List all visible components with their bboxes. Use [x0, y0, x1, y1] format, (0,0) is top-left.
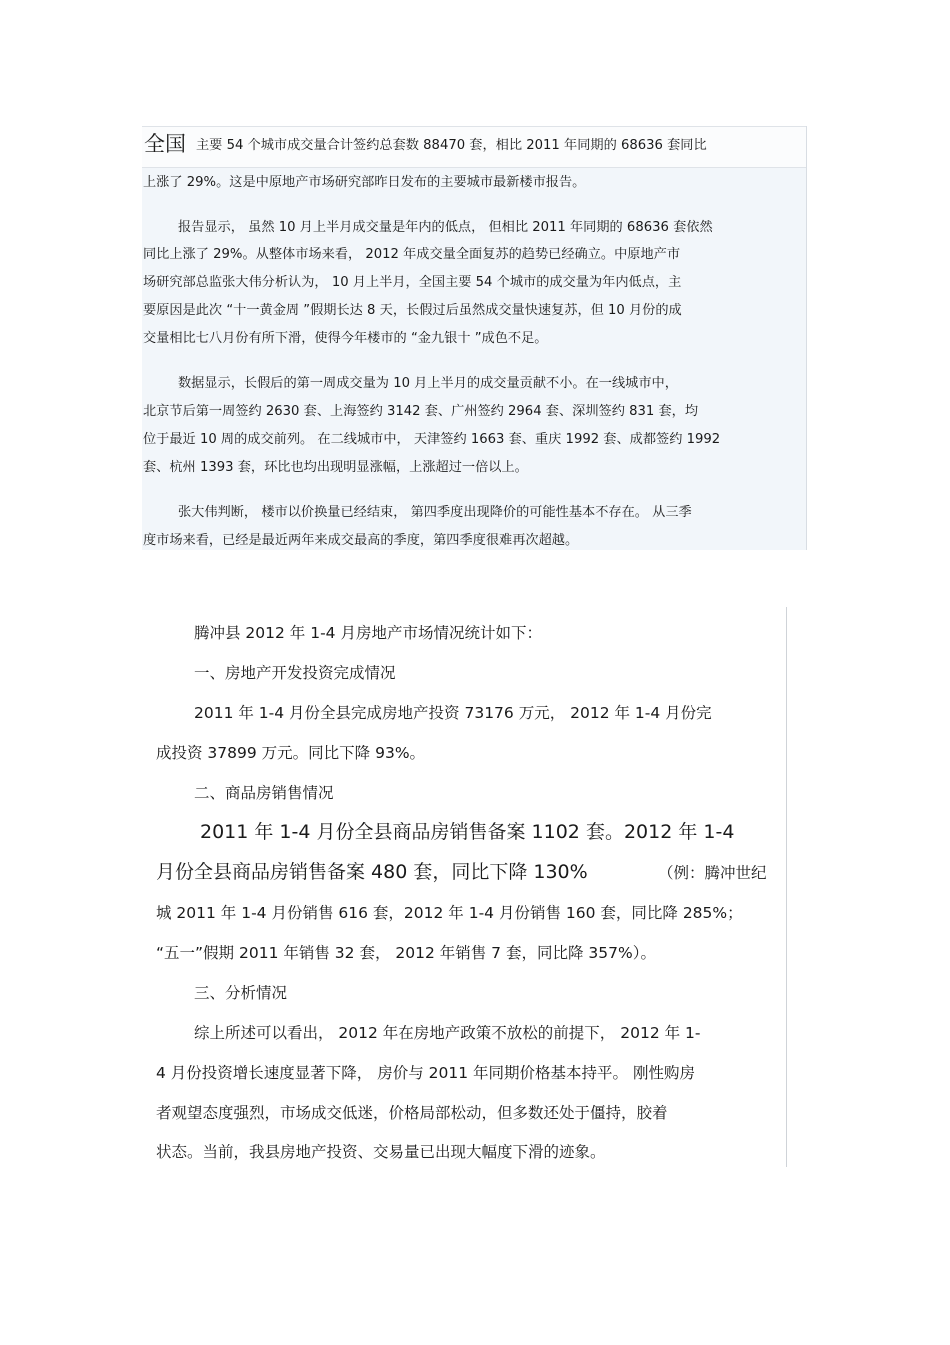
- report-line: 成投资 37899 万元。同比下降 93%。: [156, 744, 426, 762]
- article1-line: 交量相比七八月份有所下滑，使得今年楼市的 “金九银十 ”成色不足。: [143, 331, 548, 346]
- section-heading: 一、房地产开发投资完成情况: [194, 664, 396, 682]
- report-line: 4 月份投资增长速度显著下降， 房价与 2011 年同期价格基本持平。 刚性购房: [156, 1064, 695, 1082]
- article1-line: 报告显示， 虽然 10 月上半月成交量是年内的低点， 但相比 2011 年同期的 68636 套依然: [178, 220, 713, 235]
- article1-line: 主要 54 个城市成交量合计签约总套数 88470 套，相比 2011 年同期的 68636 套同比: [196, 138, 707, 153]
- report-line: （例：腾冲世纪: [658, 864, 767, 882]
- article1-line: 上涨了 29%。这是中原地产市场研究部昨日发布的主要城市最新楼市报告。: [143, 175, 586, 190]
- article1-line: 北京节后第一周签约 2630 套、上海签约 3142 套、广州签约 2964 套、深圳签约 831 套，均: [143, 404, 699, 419]
- article1-line: 数据显示，长假后的第一周成交量为 10 月上半月的成交量贡献不小。在一线城市中，: [178, 376, 678, 391]
- article1-line: 位于最近 10 周的成交前列。 在二线城市中， 天津签约 1663 套、重庆 1992 套、成都签约 1992: [143, 432, 721, 447]
- report-line: 2011 年 1-4 月份全县商品房销售备案 1102 套。2012 年 1-4: [200, 821, 735, 843]
- section-heading: 二、商品房销售情况: [194, 784, 334, 802]
- report-line: “五一”假期 2011 年销售 32 套， 2012 年销售 7 套，同比降 357%）。: [156, 944, 656, 962]
- section-heading: 三、分析情况: [194, 984, 288, 1002]
- article1-line: 度市场来看，已经是最近两年来成交最高的季度，第四季度很难再次超越。: [143, 533, 579, 548]
- article1-line: 场研究部总监张大伟分析认为， 10 月上半月，全国主要 54 个城市的成交量为年内低点，主: [143, 275, 682, 290]
- report-line: 腾冲县 2012 年 1-4 月房地产市场情况统计如下：: [194, 624, 542, 642]
- report-line: 者观望态度强烈，市场成交低迷，价格局部松动，但多数还处于僵持，胶着: [156, 1104, 668, 1122]
- article1-line: 同比上涨了 29%。从整体市场来看， 2012 年成交量全面复苏的趋势已经确立。中原地产市: [143, 247, 681, 262]
- report-line: 综上所述可以看出， 2012 年在房地产政策不放松的前提下， 2012 年 1-: [194, 1024, 701, 1042]
- article1-line: 套、杭州 1393 套，环比也均出现明显涨幅，上涨超过一倍以上。: [143, 460, 528, 475]
- report-line: 2011 年 1-4 月份全县完成房地产投资 73176 万元， 2012 年 1-4 月份完: [194, 704, 712, 722]
- report-line: 城 2011 年 1-4 月份销售 616 套，2012 年 1-4 月份销售 160 套，同比降 285%；: [156, 904, 743, 922]
- lead-character: 全国: [144, 132, 186, 156]
- article1-line: 张大伟判断， 楼市以价换量已经结束， 第四季度出现降价的可能性基本不存在。 从三季: [178, 505, 692, 520]
- article1-line: 要原因是此次 “十一黄金周 ”假期长达 8 天，长假过后虽然成交量快速复苏，但 10 月份的成: [143, 303, 682, 318]
- report-line: 状态。当前，我县房地产投资、交易量已出现大幅度下滑的迹象。: [156, 1143, 606, 1161]
- report-line: 月份全县商品房销售备案 480 套，同比下降 130%: [156, 861, 588, 883]
